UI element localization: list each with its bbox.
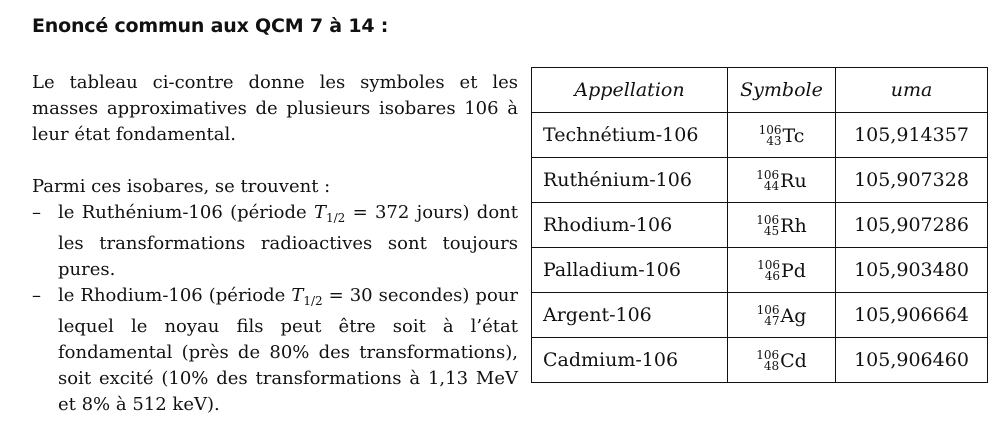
list-text-after: secondes) pour lequel le noyau fils peut être soit à l’état fondamental (près de 80% des transformations), soit excité (10% des transformations à 1,13 MeV et 8% à 512 keV).: [58, 285, 518, 415]
table-row: [532, 203, 988, 248]
list-text-before: le Ruthénium-106 (période: [58, 202, 314, 223]
isobar-list: [32, 200, 518, 418]
cell-uma: 105,907286: [836, 203, 988, 248]
element-symbol: Cd: [780, 349, 807, 372]
atomic-number: 45: [763, 223, 780, 238]
page-title: Enoncé commun aux QCM 7 à 14 :: [32, 15, 389, 37]
list-item-rhodium: [32, 283, 518, 418]
cell-uma: 105,906664: [836, 293, 988, 338]
half-life-value: = 30: [322, 285, 373, 306]
table-row: [532, 158, 988, 203]
cell-symbol: [728, 203, 836, 248]
half-life-subscript: 1/2: [325, 211, 346, 225]
cell-uma: 105,906460: [836, 338, 988, 383]
half-life-symbol: T: [291, 285, 304, 306]
half-life-value: = 372: [345, 202, 410, 223]
table-row: [532, 113, 988, 158]
cell-name: Argent-106: [532, 293, 728, 338]
cell-symbol: [728, 113, 836, 158]
cell-symbol: [728, 248, 836, 293]
cell-symbol: [728, 158, 836, 203]
atomic-number: 48: [763, 358, 780, 373]
cell-name: Cadmium-106: [532, 338, 728, 383]
mass-number: 106: [757, 257, 780, 272]
isobar-table: [531, 67, 988, 383]
list-dash: –: [32, 202, 41, 223]
intro-paragraph: Le tableau ci-contre donne les symboles et les masses approximatives de plusieurs isobares 106 à leur état fondamental.: [32, 72, 518, 145]
list-text-after: jours) dont les transformations radioactives sont toujours pures.: [58, 202, 518, 280]
cell-uma: 105,907328: [836, 158, 988, 203]
table-row: [532, 338, 988, 383]
mass-number: 106: [756, 212, 780, 227]
cell-uma: 105,914357: [836, 113, 988, 158]
lead-paragraph: Parmi ces isobares, se trouvent :: [32, 176, 331, 197]
table-row: [532, 293, 988, 338]
cell-name: Palladium-106: [532, 248, 728, 293]
table-header-row: [532, 68, 988, 113]
atomic-number: 46: [764, 268, 780, 283]
list-item-ruthenium: [32, 200, 518, 283]
cell-symbol: [728, 338, 836, 383]
mass-number: 106: [758, 122, 782, 137]
element-symbol: Tc: [782, 124, 805, 147]
header-symbole: Symbole: [728, 68, 836, 113]
mass-number: 106: [756, 347, 780, 362]
table-row: [532, 248, 988, 293]
list-text-before: le Rhodium-106 (période: [58, 285, 292, 306]
atomic-number: 43: [766, 133, 782, 148]
element-symbol: Pd: [780, 259, 806, 282]
list-dash: –: [32, 285, 41, 306]
mass-number: 106: [756, 302, 780, 317]
cell-name: Ruthénium-106: [532, 158, 728, 203]
cell-uma: 105,903480: [836, 248, 988, 293]
mass-number: 106: [756, 167, 780, 182]
cell-name: Technétium-106: [532, 113, 728, 158]
element-symbol: Ag: [780, 304, 807, 327]
atomic-number: 44: [763, 178, 780, 193]
half-life-subscript: 1/2: [303, 294, 323, 308]
element-symbol: Ru: [780, 169, 807, 192]
element-symbol: Rh: [780, 214, 807, 237]
header-uma: uma: [836, 68, 988, 113]
cell-name: Rhodium-106: [532, 203, 728, 248]
atomic-number: 47: [764, 313, 780, 328]
header-appellation: Appellation: [532, 68, 728, 113]
half-life-symbol: T: [313, 202, 326, 223]
statement-text: [32, 70, 518, 418]
cell-symbol: [728, 293, 836, 338]
